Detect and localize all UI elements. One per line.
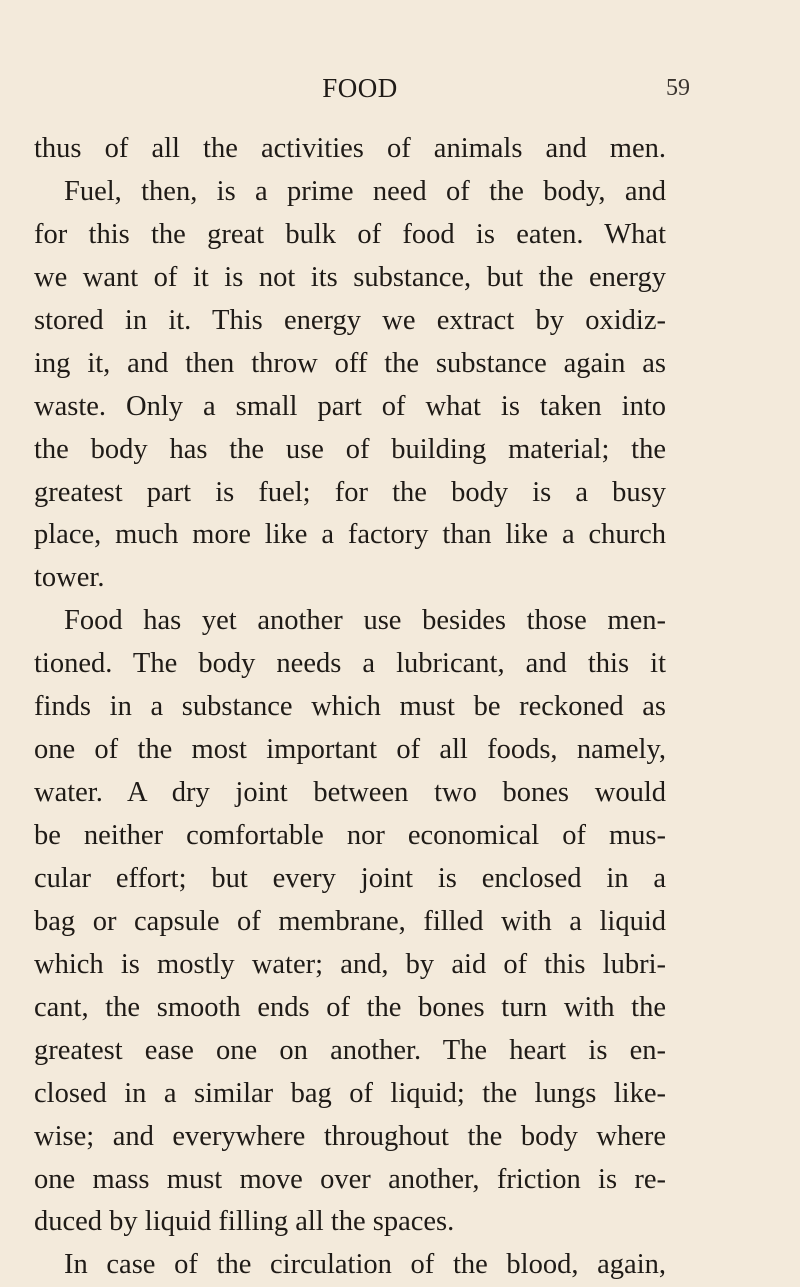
body-text <box>34 128 666 1287</box>
text-line: tower. <box>34 562 105 594</box>
text-line: Food has yet another use besides those men- <box>64 605 666 637</box>
running-title: FOOD <box>322 73 398 103</box>
text-line: thus of all the activities of animals and men. <box>34 133 666 164</box>
text-line: one of the most important of all foods, namely, <box>34 734 666 766</box>
text-line: cant, the smooth ends of the bones turn with the <box>34 991 666 1023</box>
text-line: finds in a substance which must be reckoned as <box>34 691 666 723</box>
text-line: wise; and everywhere throughout the body where <box>34 1120 666 1152</box>
text-line: ing it, and then throw off the substance again as <box>34 347 666 379</box>
text-line: duced by liquid filling all the spaces. <box>34 1206 455 1238</box>
text-line: Fuel, then, is a prime need of the body, and <box>64 175 666 207</box>
text-line: be neither comfortable nor economical of mus- <box>34 820 666 851</box>
text-line: bag or capsule of membrane, filled with a liquid <box>34 905 666 937</box>
text-line: one mass must move over another, friction is re- <box>34 1163 666 1195</box>
text-line: waste. Only a small part of what is taken into <box>34 390 666 422</box>
text-line: greatest ease one on another. The heart is en- <box>34 1034 666 1066</box>
running-head <box>34 68 690 108</box>
text-line: greatest part is fuel; for the body is a busy <box>34 476 666 508</box>
text-line: the body has the use of building material; the <box>34 433 666 465</box>
text-line: for this the great bulk of food is eaten. What <box>34 218 666 250</box>
text-line: water. A dry joint between two bones would <box>34 777 666 809</box>
text-line: we want of it is not its substance, but the energy <box>34 261 666 293</box>
text-line: which is mostly water; and, by aid of this lubri- <box>34 948 666 980</box>
page-number: 59 <box>666 75 690 101</box>
text-line: place, much more like a factory than like a church <box>34 519 666 551</box>
text-line: cular effort; but every joint is enclosed in a <box>34 862 666 894</box>
text-line: stored in it. This energy we extract by oxidiz- <box>34 304 666 336</box>
text-line: In case of the circulation of the blood, again, <box>64 1249 666 1281</box>
text-line: tioned. The body needs a lubricant, and this it <box>34 648 666 680</box>
text-line: closed in a similar bag of liquid; the lungs like- <box>34 1077 666 1109</box>
